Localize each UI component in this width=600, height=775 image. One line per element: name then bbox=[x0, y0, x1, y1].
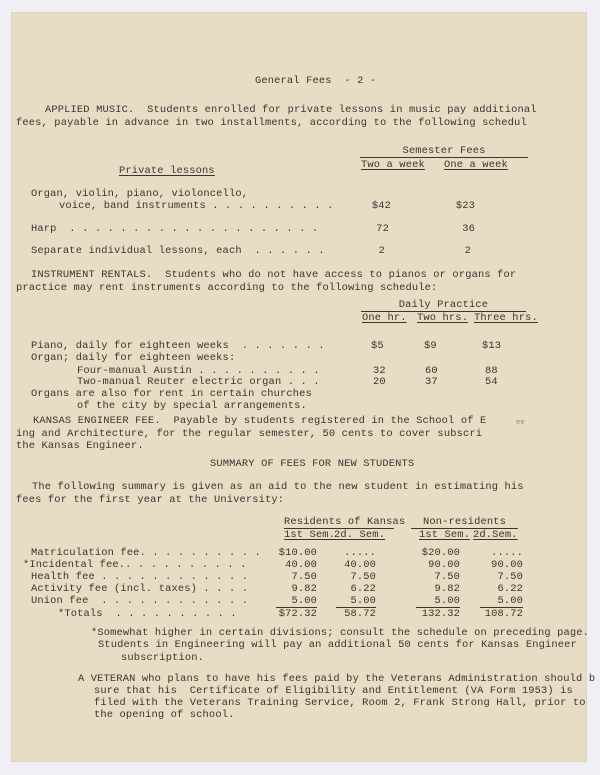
summary-value: 7.50 bbox=[350, 571, 376, 583]
lesson-value: 72 bbox=[376, 223, 389, 235]
footnote-3: subscription. bbox=[121, 652, 205, 664]
veteran-line-3: filed with the Veterans Training Service, Room 2, Frank Strong Hall, prior to bbox=[94, 697, 586, 709]
summary-value: 6.22 bbox=[497, 583, 523, 595]
lesson-value: $42 bbox=[371, 200, 391, 212]
rental-value: 88 bbox=[485, 365, 498, 377]
rental-value: 20 bbox=[373, 376, 386, 388]
summary-intro-2: fees for the first year at the University: bbox=[16, 494, 285, 506]
summary-value: $20.00 bbox=[421, 547, 460, 559]
rental-label: Two-manual Reuter electric organ . . . bbox=[77, 376, 320, 388]
summary-value: 5.00 bbox=[434, 595, 460, 607]
rentals-note-2: of the city by special arrangements. bbox=[77, 400, 307, 412]
col-non-2d-sem: 2d.Sem. bbox=[473, 529, 518, 541]
col-one-hr: One hr. bbox=[362, 312, 407, 324]
total-value: 58.72 bbox=[336, 607, 376, 620]
summary-value: 90.00 bbox=[428, 559, 460, 571]
summary-intro-1: The following summary is given as an aid to the new student in estimating his bbox=[32, 481, 524, 493]
lesson-label: Organ, violin, piano, violoncello, bbox=[31, 188, 249, 200]
document-page bbox=[11, 12, 596, 762]
applied-music-intro-1: APPLIED MUSIC. Students enrolled for private lessons in music pay additional bbox=[45, 104, 537, 116]
summary-value: 40.00 bbox=[285, 559, 317, 571]
summary-row-label: Activity fee (incl. taxes) . . . . bbox=[31, 583, 249, 595]
summary-value: $10.00 bbox=[278, 547, 317, 559]
rentals-note-1: Organs are also for rent in certain churches bbox=[31, 388, 312, 400]
col-two-a-week: Two a week bbox=[361, 159, 425, 171]
rental-value: 54 bbox=[485, 376, 498, 388]
summary-value: 5.00 bbox=[291, 595, 317, 607]
lesson-value: 2 bbox=[378, 245, 385, 257]
rental-label: Four-manual Austin . . . . . . . . . . bbox=[77, 365, 320, 377]
summary-value: 5.00 bbox=[350, 595, 376, 607]
summary-value: 7.50 bbox=[291, 571, 317, 583]
summary-value: 7.50 bbox=[434, 571, 460, 583]
lesson-value: 36 bbox=[462, 223, 475, 235]
summary-value: ..... bbox=[344, 547, 376, 559]
total-value: 132.32 bbox=[416, 607, 460, 620]
group-residents: Residents of Kansas bbox=[284, 516, 406, 528]
summary-value: 40.00 bbox=[344, 559, 376, 571]
col-non-1st-sem: 1st Sem. bbox=[419, 529, 471, 541]
rentals-intro-2: practice may rent instruments according to the following schedule: bbox=[16, 282, 438, 294]
veteran-line-2: sure that his Certificate of Eligibility and Entitlement (VA Form 1953) is bbox=[94, 685, 573, 697]
veteran-line-4: the opening of school. bbox=[94, 709, 235, 721]
col-res-1st-sem: 1st Sem. bbox=[284, 529, 336, 541]
lesson-label: Separate individual lessons, each . . . . . . bbox=[31, 245, 325, 257]
summary-value: 7.50 bbox=[497, 571, 523, 583]
col-three-hrs: Three hrs. bbox=[474, 312, 538, 324]
footnote-2: Students in Engineering will pay an additional 50 cents for Kansas Engineer bbox=[98, 639, 577, 651]
rentals-intro-1: INSTRUMENT RENTALS. Students who do not have access to pianos or organs for bbox=[31, 269, 517, 281]
page-header: General Fees - 2 - bbox=[255, 75, 377, 87]
col-res-2d-sem: 2d. Sem. bbox=[334, 529, 386, 541]
engineer-fee-line-1-tail: ee bbox=[516, 419, 525, 427]
total-value: $72.32 bbox=[276, 607, 317, 620]
engineer-fee-line-3: the Kansas Engineer. bbox=[16, 440, 144, 452]
total-value: 108.72 bbox=[480, 607, 523, 620]
totals-label: *Totals . . . . . . . . . . bbox=[58, 608, 237, 620]
col-one-a-week: One a week bbox=[444, 159, 508, 171]
summary-row-label: Union fee . . . . . . . . . . . . bbox=[31, 595, 249, 607]
footnote-1: *Somewhat higher in certain divisions; consult the schedule on preceding page. bbox=[91, 627, 590, 639]
applied-music-intro-2: fees, payable in advance in two installments, according to the following schedul bbox=[16, 117, 527, 129]
lesson-label-cont: voice, band instruments . . . . . . . . . . bbox=[59, 200, 334, 212]
engineer-fee-line-1: KANSAS ENGINEER FEE. Payable by students registered in the School of E bbox=[33, 415, 487, 427]
summary-value: 9.82 bbox=[434, 583, 460, 595]
engineer-fee-line-2: ing and Architecture, for the regular semester, 50 cents to cover subscri bbox=[16, 428, 483, 440]
summary-value: 5.00 bbox=[497, 595, 523, 607]
semester-fees-header: Semester Fees bbox=[360, 145, 528, 158]
summary-value: 6.22 bbox=[350, 583, 376, 595]
private-lessons-header: Private lessons bbox=[119, 165, 215, 177]
col-two-hrs: Two hrs. bbox=[417, 312, 469, 324]
summary-value: 90.00 bbox=[491, 559, 523, 571]
rental-value: $9 bbox=[424, 340, 437, 352]
summary-heading: SUMMARY OF FEES FOR NEW STUDENTS bbox=[210, 458, 415, 470]
summary-row-label: Matriculation fee. . . . . . . . . . bbox=[31, 547, 261, 559]
veteran-line-1: A VETERAN who plans to have his fees paid by the Veterans Administration should b bbox=[78, 673, 596, 685]
lesson-value: $23 bbox=[455, 200, 475, 212]
summary-value: ..... bbox=[491, 547, 523, 559]
summary-value: 9.82 bbox=[291, 583, 317, 595]
rental-subheading: Organ; daily for eighteen weeks: bbox=[31, 352, 236, 364]
lesson-label: Harp . . . . . . . . . . . . . . . . . . . . bbox=[31, 223, 319, 235]
lesson-value: 2 bbox=[464, 245, 471, 257]
rental-value: 37 bbox=[425, 376, 438, 388]
summary-row-label: *Incidental fee.. . . . . . . . . . bbox=[23, 559, 247, 571]
summary-row-label: Health fee . . . . . . . . . . . . bbox=[31, 571, 249, 583]
rental-value: $5 bbox=[371, 340, 384, 352]
rental-value: 32 bbox=[373, 365, 386, 377]
group-non-residents: Non-residents bbox=[411, 516, 518, 529]
rental-label: Piano, daily for eighteen weeks . . . . . . . bbox=[31, 340, 325, 352]
rental-value: 60 bbox=[425, 365, 438, 377]
daily-practice-header: Daily Practice bbox=[361, 299, 526, 312]
rental-value: $13 bbox=[482, 340, 502, 352]
